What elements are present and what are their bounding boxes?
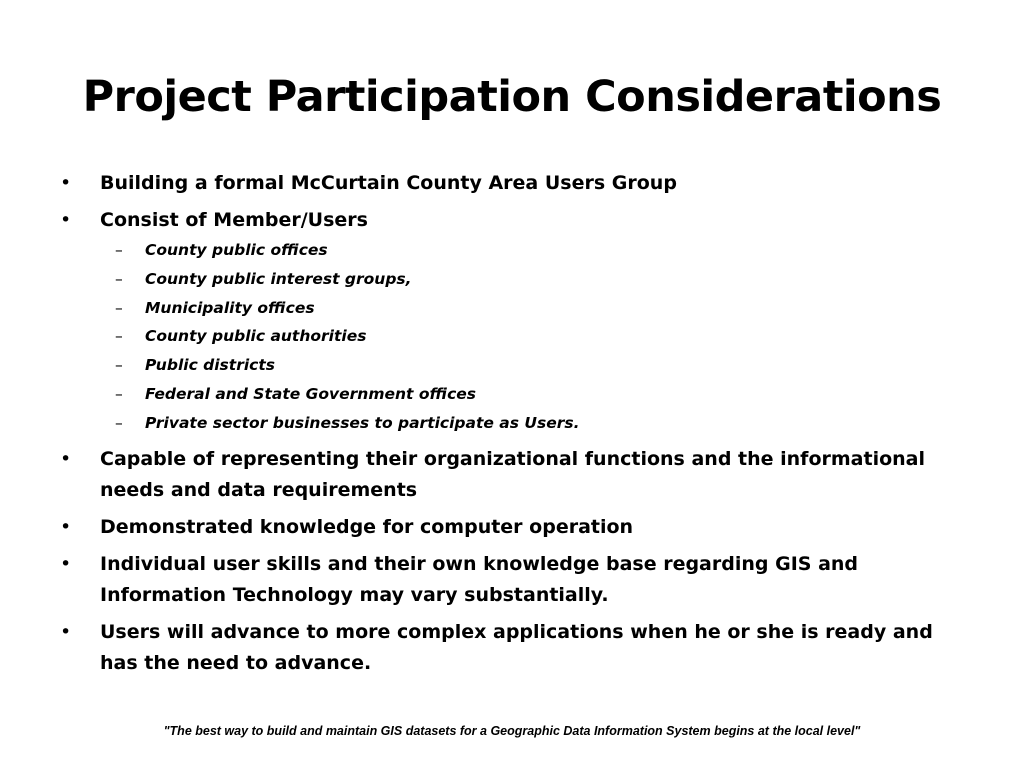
sub-bullet-text: County public interest groups, <box>145 269 412 288</box>
bullet-item <box>60 549 940 611</box>
bullet-text: Individual user skills and their own knowledge base regarding GIS and Information Technology may vary substantially. <box>100 552 859 606</box>
bullet-text: Consist of Member/Users <box>100 209 368 231</box>
sub-bullet-item <box>100 236 940 265</box>
sub-bullet-text: Federal and State Government offices <box>145 384 477 403</box>
sub-bullet-marker: – <box>115 269 123 288</box>
bullet-marker: • <box>60 172 72 194</box>
slide-title: Project Participation Considerations <box>82 72 942 122</box>
sub-bullet-marker: – <box>115 241 123 259</box>
sub-bullet-marker: – <box>115 327 123 346</box>
bullet-marker: • <box>60 209 72 231</box>
sub-bullet-item <box>100 294 940 323</box>
sub-bullet-item <box>100 351 940 380</box>
bullet-item <box>60 205 940 438</box>
sub-bullet-text: Public districts <box>145 356 275 375</box>
bullet-text: Capable of representing their organizational functions and the informational needs and data requirements <box>100 447 925 501</box>
bullet-marker: • <box>60 515 72 538</box>
sub-bullet-item <box>100 265 940 294</box>
footer-quote: "The best way to build and maintain GIS datasets for a Geographic Data Information System begins at the local level" <box>163 724 861 738</box>
bullet-marker: • <box>60 620 72 643</box>
bullet-item <box>60 617 940 679</box>
sub-bullet-item <box>100 409 940 438</box>
sub-bullet-item <box>100 322 940 351</box>
sub-bullet-text: County public authorities <box>145 327 367 346</box>
sub-bullet-text: Private sector businesses to participate as Users. <box>145 413 580 432</box>
bullet-list <box>60 168 940 685</box>
sub-bullet-marker: – <box>115 298 123 317</box>
bullet-item <box>60 444 940 506</box>
bullet-text: Demonstrated knowledge for computer operation <box>100 515 634 538</box>
sub-bullet-marker: – <box>115 413 123 432</box>
sub-bullet-list <box>100 236 940 438</box>
bullet-item <box>60 168 940 199</box>
sub-bullet-item <box>100 380 940 409</box>
sub-bullet-marker: – <box>115 356 123 375</box>
sub-bullet-marker: – <box>115 384 123 403</box>
bullet-marker: • <box>60 552 72 575</box>
sub-bullet-text: County public offices <box>145 241 328 259</box>
bullet-item <box>60 512 940 543</box>
bullet-text: Users will advance to more complex applications when he or she is ready and has the need to advance. <box>100 620 933 674</box>
bullet-text: Building a formal McCurtain County Area Users Group <box>100 172 677 194</box>
sub-bullet-text: Municipality offices <box>145 298 315 317</box>
bullet-marker: • <box>60 447 72 470</box>
